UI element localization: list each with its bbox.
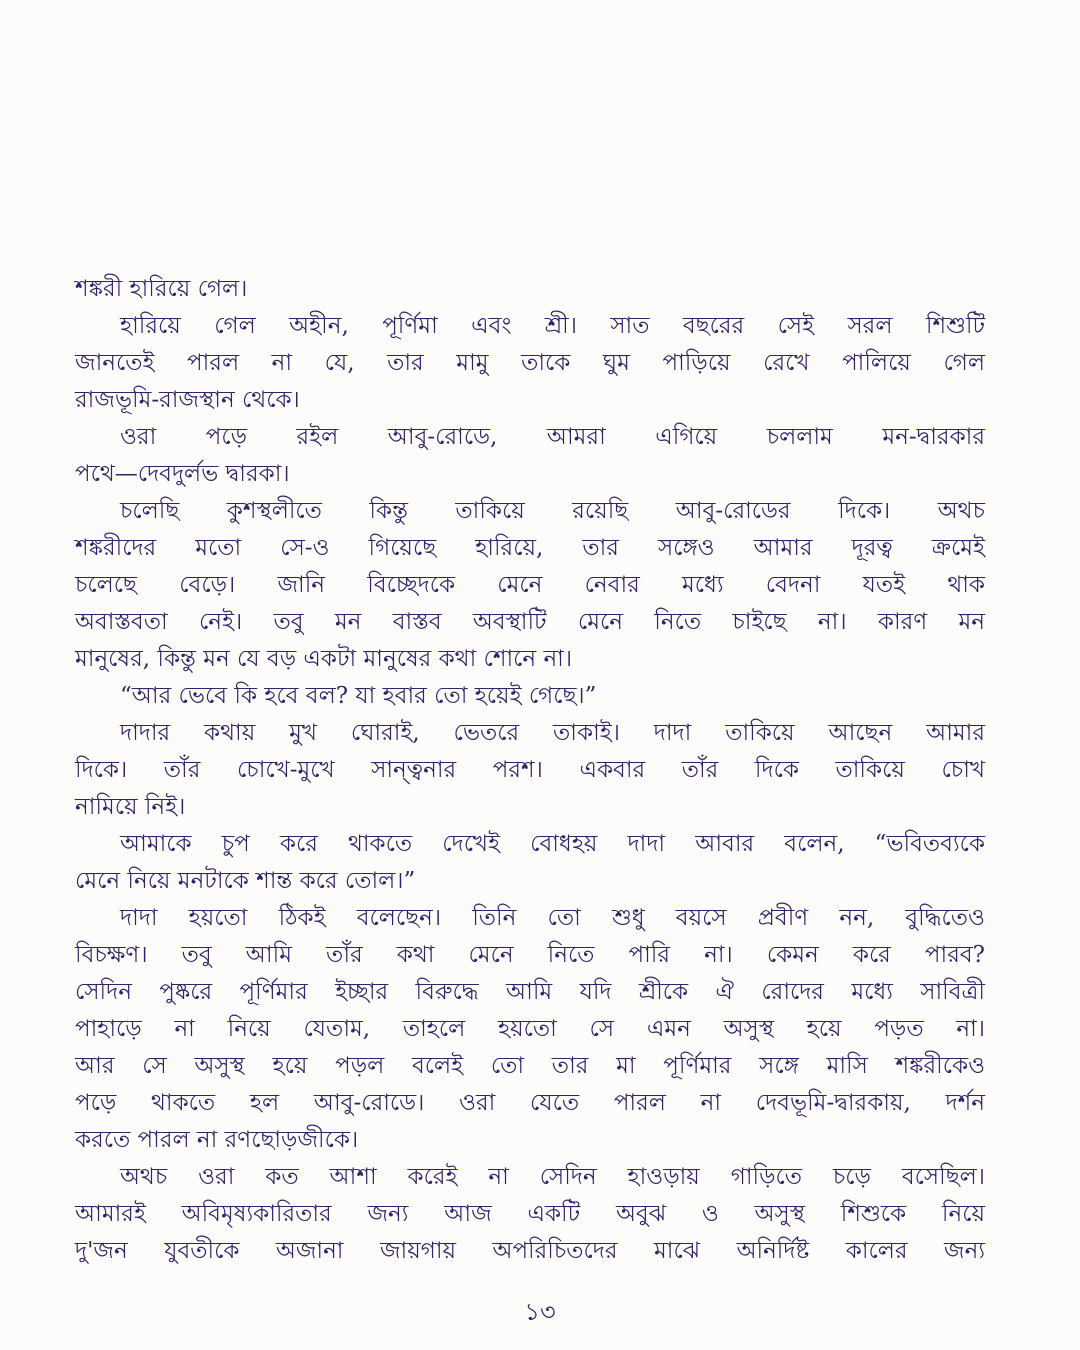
text-line: পাহাড়ে না নিয়ে যেতাম, তাহলে হয়তো সে এমন অসুস্থ হয়ে পড়ত না। — [75, 1016, 985, 1042]
paragraph — [75, 678, 985, 715]
text-line: শঙ্করী হারিয়ে গেল। — [75, 276, 248, 302]
text-line: দু'জন যুবতীকে অজানা জায়গায় অপরিচিতদের মাঝে অনির্দিষ্ট কালের জন্য — [75, 1238, 985, 1264]
page-body-text — [75, 271, 985, 1270]
page-number: ১৩ — [524, 1298, 556, 1326]
paragraph — [75, 1159, 985, 1270]
text-line: শঙ্করীদের মতো সে-ও গিয়েছে হারিয়ে, তার সঙ্গেও আমার দূরত্ব ক্রমেই — [75, 535, 985, 561]
text-line: দিকে। তাঁর চোখে-মুখে সান্ত্বনার পরশ। একবার তাঁর দিকে তাকিয়ে চোখ — [75, 757, 985, 783]
text-line: অবাস্তবতা নেই। তবু মন বাস্তব অবস্থাটি মেনে নিতে চাইছে না। কারণ মন — [75, 609, 985, 635]
text-line: দাদা হয়তো ঠিকই বলেছেন। তিনি তো শুধু বয়সে প্রবীণ নন, বুদ্ধিতেও — [120, 905, 985, 931]
paragraph — [75, 493, 985, 678]
text-line: ওরা পড়ে রইল আবু-রোডে, আমরা এগিয়ে চললাম মন-দ্বারকার — [120, 424, 985, 450]
paragraph — [75, 900, 985, 1159]
paragraph — [75, 826, 985, 900]
paragraph — [75, 271, 985, 308]
text-line: করতে পারল না রণছোড়জীকে। — [75, 1127, 359, 1153]
text-line: হারিয়ে গেল অহীন, পূর্ণিমা এবং শ্রী। সাত বছরের সেই সরল শিশুটি — [120, 313, 985, 339]
text-line: আমারই অবিমৃষ্যকারিতার জন্য আজ একটি অবুঝ ও অসুস্থ শিশুকে নিয়ে — [75, 1201, 985, 1227]
text-line: “আর ভেবে কি হবে বল? যা হবার তো হয়েই গেছে।” — [120, 683, 597, 709]
text-line: চলেছে বেড়ে। জানি বিচ্ছেদকে মেনে নেবার মধ্যে বেদনা যতই থাক — [75, 572, 985, 598]
text-line: পথে—দেবদুর্লভ দ্বারকা। — [75, 461, 290, 487]
text-line: জানতেই পারল না যে, তার মামু তাকে ঘুম পাড়িয়ে রেখে পালিয়ে গেল — [75, 350, 985, 376]
text-line: দাদার কথায় মুখ ঘোরাই, ভেতরে তাকাই। দাদা তাকিয়ে আছেন আমার — [120, 720, 985, 746]
text-line: রাজভূমি-রাজস্থান থেকে। — [75, 387, 300, 413]
text-line: বিচক্ষণ। তবু আমি তাঁর কথা মেনে নিতে পারি না। কেমন করে পারব? — [75, 942, 985, 968]
text-line: অথচ ওরা কত আশা করেই না সেদিন হাওড়ায় গাড়িতে চড়ে বসেছিল। — [120, 1164, 985, 1190]
text-line: সেদিন পুষ্করে পূর্ণিমার ইচ্ছার বিরুদ্ধে আমি যদি শ্রীকে ঐ রোদের মধ্যে সাবিত্রী — [75, 979, 985, 1005]
text-line: চলেছি কুশস্থলীতে কিন্তু তাকিয়ে রয়েছি আবু-রোডের দিকে। অথচ — [120, 498, 985, 524]
text-line: নামিয়ে নিই। — [75, 794, 186, 820]
text-line: আর সে অসুস্থ হয়ে পড়ল বলেই তো তার মা পূর্ণিমার সঙ্গে মাসি শঙ্করীকেও — [75, 1053, 985, 1079]
paragraph — [75, 308, 985, 419]
text-line: মেনে নিয়ে মনটাকে শান্ত করে তোল।” — [75, 868, 416, 894]
text-line: আমাকে চুপ করে থাকতে দেখেই বোধহয় দাদা আবার বলেন, “ভবিতব্যকে — [120, 831, 985, 857]
text-line: পড়ে থাকতে হল আবু-রোডে। ওরা যেতে পারল না দেবভূমি-দ্বারকায়, দর্শন — [75, 1090, 985, 1116]
paragraph — [75, 715, 985, 826]
text-line: মানুষের, কিন্তু মন যে বড় একটা মানুষের কথা শোনে না। — [75, 646, 573, 672]
paragraph — [75, 419, 985, 493]
